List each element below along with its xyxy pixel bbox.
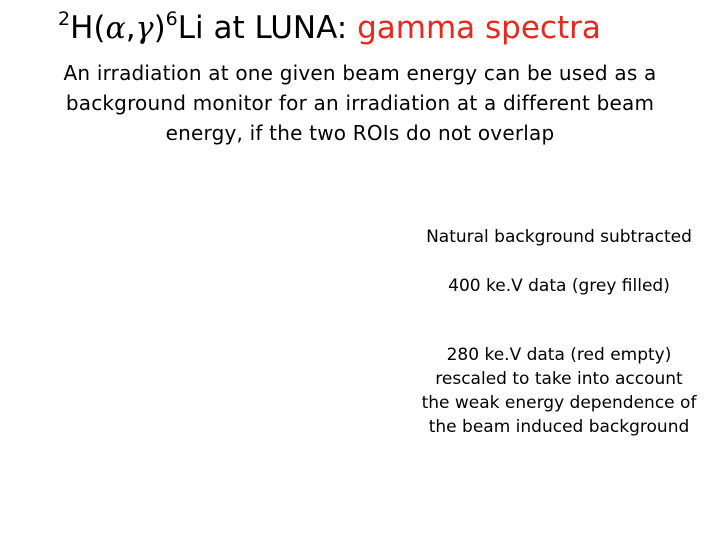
title-close-paren: ) — [153, 10, 166, 46]
intro-line: An irradiation at one given beam energy can be used as a — [63, 61, 657, 85]
note-line: the weak energy dependence of — [421, 393, 697, 413]
note-line: the beam induced background — [428, 417, 690, 437]
note-line: 400 ke.V data (grey filled) — [448, 276, 670, 296]
intro-text — [0, 58, 720, 148]
title-comma: , — [125, 10, 136, 46]
note-background-subtracted — [400, 225, 718, 249]
title-accent-text: gamma spectra — [357, 10, 601, 46]
note-grey-data — [400, 274, 718, 298]
title-element-li: Li at LUNA: — [177, 10, 358, 46]
title-mass-number-deuterium: 2 — [58, 8, 71, 30]
note-red-data — [400, 343, 718, 439]
note-line: Natural background subtracted — [426, 227, 692, 247]
title-element-h: H( — [70, 10, 106, 46]
title-alpha: α — [105, 11, 126, 46]
intro-line: background monitor for an irradiation at a different beam — [65, 91, 655, 115]
note-line: 280 ke.V data (red empty) — [446, 345, 672, 365]
intro-line: energy, if the two ROIs do not overlap — [165, 121, 555, 145]
slide-title — [58, 6, 601, 51]
title-gamma: γ — [135, 11, 154, 46]
note-line: rescaled to take into account — [435, 369, 683, 389]
title-mass-number-lithium: 6 — [165, 8, 178, 30]
